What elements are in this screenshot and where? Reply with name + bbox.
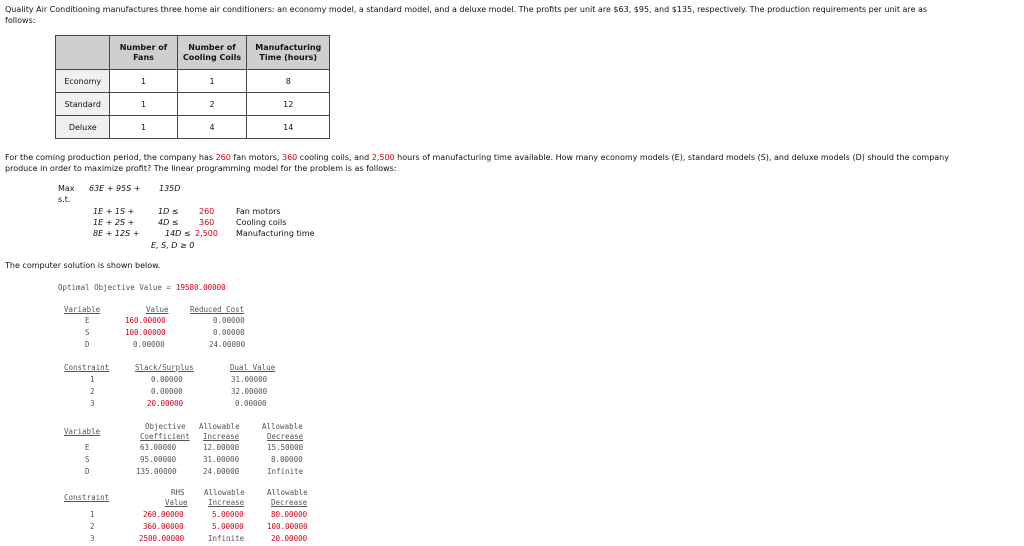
constraint-rhs: 360: [199, 218, 215, 227]
cell-fans: 1: [110, 70, 177, 93]
intro-line-1: Quality Air Conditioning manufactures three home air conditioners: an economy model, a standard model, and a deluxe model. The profits per unit are $63, $95, and $135, respectively. The production requirements per unit are as: [5, 5, 928, 14]
cell-coils: 2: [177, 93, 247, 116]
var-header-reduced-cost: Reduced Cost: [190, 305, 245, 314]
obj-inc: 31.00000: [203, 455, 240, 464]
obj-header-objective: Objective: [145, 422, 186, 431]
rhs-dec: 80.00000: [271, 510, 308, 519]
obj-header-decrease: Decrease: [267, 432, 304, 441]
constraint-name: Manufacturing time: [236, 229, 315, 238]
intro-line-2: follows:: [5, 16, 36, 25]
paragraph-2-line-1: For the coming production period, the company has 260 fan motors, 360 cooling coils, and 2,500 hours of manufacturing time available. How many economy models (E), standard models (S), and deluxe models (D) should the company: [5, 153, 949, 162]
table-row: [56, 116, 330, 139]
rhs-dec: 20.00000: [271, 534, 308, 543]
obj-dec: 15.50000: [267, 443, 304, 452]
paragraph-2-line-2: produce in order to maximize profit? The linear programming model for the problem is as follows:: [5, 164, 397, 173]
header-fans: Number of Fans: [110, 36, 177, 70]
constraint-lhs: 1E + 2S +: [93, 218, 135, 227]
con-name: 1: [90, 375, 95, 384]
constraint-rhs: 260: [199, 207, 215, 216]
var-reduced: 0.00000: [213, 328, 245, 337]
obj-inc: 12.00000: [203, 443, 240, 452]
header-coils: Number of Cooling Coils: [177, 36, 247, 70]
obj-header-coefficient: Coefficient: [140, 432, 190, 441]
con-slack: 20.00000: [147, 399, 184, 408]
con-dual: 32.00000: [231, 387, 268, 396]
header-time: Manufacturing Time (hours): [247, 36, 330, 70]
obj-dec: Infinite: [267, 467, 304, 476]
var-header-value: Value: [146, 305, 169, 314]
rhs-value: 2500.00000: [139, 534, 185, 543]
cell-fans: 1: [110, 93, 177, 116]
obj-var: D: [85, 467, 90, 476]
cell-time: 8: [247, 70, 330, 93]
cell-coils: 4: [177, 116, 247, 139]
var-value: 100.00000: [125, 328, 166, 337]
constraint-mid: 1D ≤: [158, 207, 179, 216]
constraint-mid: 4D ≤: [158, 218, 179, 227]
con-name: 3: [90, 399, 95, 408]
row-label: Standard: [56, 93, 110, 116]
rhs-con: 3: [90, 534, 95, 543]
objective-expr-d: 135D: [159, 184, 181, 193]
var-header-variable: Variable: [64, 305, 101, 314]
rhs-dec: 100.00000: [267, 522, 308, 531]
rhs-inc: 5.00000: [212, 510, 244, 519]
cell-time: 12: [247, 93, 330, 116]
cell-time: 14: [247, 116, 330, 139]
rhs-inc: Infinite: [208, 534, 245, 543]
obj-inc: 24.00000: [203, 467, 240, 476]
rhs-header-allowable-dec: Allowable: [267, 488, 308, 497]
obj-header-increase: Increase: [203, 432, 240, 441]
computer-solution-text: The computer solution is shown below.: [5, 261, 161, 270]
rhs-header-increase: Increase: [208, 498, 245, 507]
table-corner: [56, 36, 110, 70]
requirements-table: [55, 35, 330, 139]
rhs-con: 1: [90, 510, 95, 519]
constraint-name: Fan motors: [236, 207, 281, 216]
nonnegativity: E, S, D ≥ 0: [151, 241, 195, 250]
obj-dec: 8.00000: [271, 455, 303, 464]
con-dual: 31.00000: [231, 375, 268, 384]
con-header-constraint: Constraint: [64, 363, 110, 372]
table-row: [56, 93, 330, 116]
obj-coef: 95.00000: [140, 455, 177, 464]
var-value: 0.00000: [133, 340, 165, 349]
table-row: [56, 70, 330, 93]
obj-var: S: [85, 455, 90, 464]
constraint-mid: 14D ≤: [165, 229, 191, 238]
fans-available: 260: [215, 153, 231, 162]
rhs-value: 260.00000: [143, 510, 184, 519]
rhs-header-value: Value: [165, 498, 188, 507]
var-value: 160.00000: [125, 316, 166, 325]
cell-coils: 1: [177, 70, 247, 93]
objective-expr: 63E + 95S +: [89, 184, 141, 193]
rhs-value: 360.00000: [143, 522, 184, 531]
constraint-lhs: 1E + 1S +: [93, 207, 135, 216]
coils-available: 360: [281, 153, 298, 162]
con-header-slack: Slack/Surplus: [135, 363, 194, 372]
optimal-objective-value: 19580.00000: [176, 283, 226, 292]
con-name: 2: [90, 387, 95, 396]
var-name: S: [85, 328, 90, 337]
con-slack: 0.00000: [151, 375, 183, 384]
var-reduced: 24.00000: [209, 340, 246, 349]
constraint-rhs: 2,500: [195, 229, 218, 238]
con-header-dual: Dual Value: [230, 363, 276, 372]
obj-var: E: [85, 443, 90, 452]
rhs-header-rhs: RHS: [171, 488, 185, 497]
con-dual: 0.00000: [235, 399, 267, 408]
row-label: Economy: [56, 70, 110, 93]
obj-coef: 63.00000: [140, 443, 177, 452]
rhs-inc: 5.00000: [212, 522, 244, 531]
constraint-name: Cooling coils: [236, 218, 287, 227]
obj-header-allowable-dec: Allowable: [262, 422, 303, 431]
constraint-lhs: 8E + 12S +: [93, 229, 140, 238]
max-label: Max: [58, 184, 75, 193]
var-reduced: 0.00000: [213, 316, 245, 325]
rhs-header-constraint: Constraint: [64, 493, 110, 502]
hours-available: 2,500: [371, 153, 395, 162]
cell-fans: 1: [110, 116, 177, 139]
var-name: D: [85, 340, 90, 349]
rhs-header-decrease: Decrease: [271, 498, 308, 507]
obj-coef: 135.00000: [136, 467, 177, 476]
obj-header-allowable-inc: Allowable: [199, 422, 240, 431]
row-label: Deluxe: [56, 116, 110, 139]
st-label: s.t.: [58, 195, 71, 204]
con-slack: 0.00000: [151, 387, 183, 396]
optimal-objective-label: Optimal Objective Value =: [58, 283, 171, 292]
obj-header-variable: Variable: [64, 427, 101, 436]
rhs-con: 2: [90, 522, 95, 531]
rhs-header-allowable-inc: Allowable: [204, 488, 245, 497]
var-name: E: [85, 316, 90, 325]
